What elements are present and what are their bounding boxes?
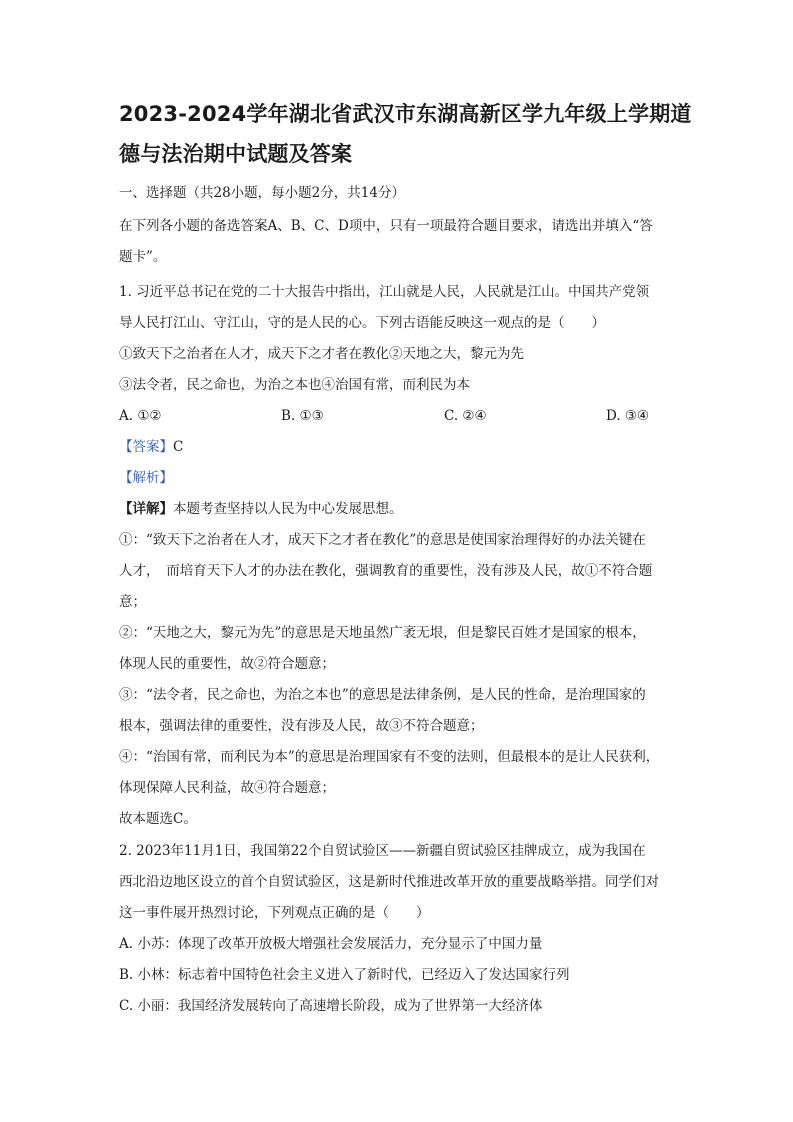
q2-option-a: A. 小苏：体现了改革开放极大增强社会发展活力，充分显示了中国力量 [119, 936, 543, 952]
q1-detail [119, 500, 403, 518]
explanation-line: 体现保障人民利益，故④符合题意； [119, 780, 335, 796]
explanation-line: 人才， 而培育天下人才的办法在教化，强调教育的重要性，没有涉及人民，故①不符合题 [119, 563, 653, 579]
q1-option-c: C. ②④ [444, 408, 487, 424]
answer-value: C [173, 439, 184, 455]
instruction-line-2: 题卡”。 [119, 249, 167, 265]
q1-option-b: B. ①③ [281, 408, 324, 424]
explanation-line: 根本，强调法律的重要性，没有涉及人民，故③不符合题意； [119, 718, 484, 734]
q2-stem-line-1: 2. 2023年11月1日，我国第22个自贸试验区——新疆自贸试验区挂牌成立，成为我国在 [119, 843, 646, 859]
analysis-tag: 【解析】 [119, 470, 173, 486]
explanation-line: 故本题选C。 [119, 811, 197, 827]
title-line-1: 2023-2024学年湖北省武汉市东湖高新区学九年级上学期道 [119, 102, 692, 126]
q2-option-b: B. 小林：标志着中国特色社会主义进入了新时代，已经迈入了发达国家行列 [119, 967, 570, 983]
q1-option-d: D. ③④ [606, 408, 650, 424]
detail-tag: 【详解】 [119, 501, 173, 517]
explanation-line: ①：“致天下之治者在人才，成天下之才者在教化”的意思是使国家治理得好的办法关键在 [119, 532, 646, 548]
q1-stem-line-1: 1. 习近平总书记在党的二十大报告中指出，江山就是人民，人民就是江山。中国共产党领 [119, 284, 650, 300]
q1-item-line-2: ③法令者，民之命也，为治之本也④治国有常，而利民为本 [119, 377, 470, 393]
explanation-line: 意； [119, 594, 146, 610]
q1-item-line-1: ①致天下之治者在人才，成天下之才者在教化②天地之大，黎元为先 [119, 346, 524, 362]
detail-text: 本题考查坚持以人民为中心发展思想。 [173, 501, 403, 517]
explanation-line: ④：“治国有常，而利民为本”的意思是治理国家有不变的法则，但最根本的是让人民获利， [119, 749, 660, 765]
section-heading: 一、选择题（共28小题，每小题2分，共14分） [119, 185, 405, 201]
explanation-line: 体现人民的重要性，故②符合题意； [119, 656, 335, 672]
title-line-2: 德与法治期中试题及答案 [119, 142, 353, 166]
q1-stem-line-2: 导人民打江山、守江山，守的是人民的心。下列古语能反映这一观点的是（ ） [119, 315, 605, 331]
q2-option-c: C. 小丽：我国经济发展转向了高速增长阶段，成为了世界第一大经济体 [119, 998, 543, 1014]
explanation-line: ②：“天地之大，黎元为先”的意思是天地虽然广袤无垠，但是黎民百姓才是国家的根本， [119, 625, 646, 641]
q2-stem-line-2: 西北沿边地区设立的首个自贸试验区，这是新时代推进改革开放的重要战略举措。同学们对 [119, 874, 659, 890]
explanation-line: ③：“法令者，民之命也，为治之本也”的意思是法律条例，是人民的性命，是治理国家的 [119, 687, 646, 703]
answer-tag: 【答案】 [119, 439, 173, 455]
q2-stem-line-3: 这一事件展开热烈讨论，下列观点正确的是（ ） [119, 905, 430, 921]
q1-answer [119, 438, 183, 456]
q1-option-a: A. ①② [119, 408, 162, 424]
instruction-line-1: 在下列各小题的备选答案A、B、C、D项中，只有一项最符合题目要求，请选出并填入“答 [119, 218, 653, 234]
